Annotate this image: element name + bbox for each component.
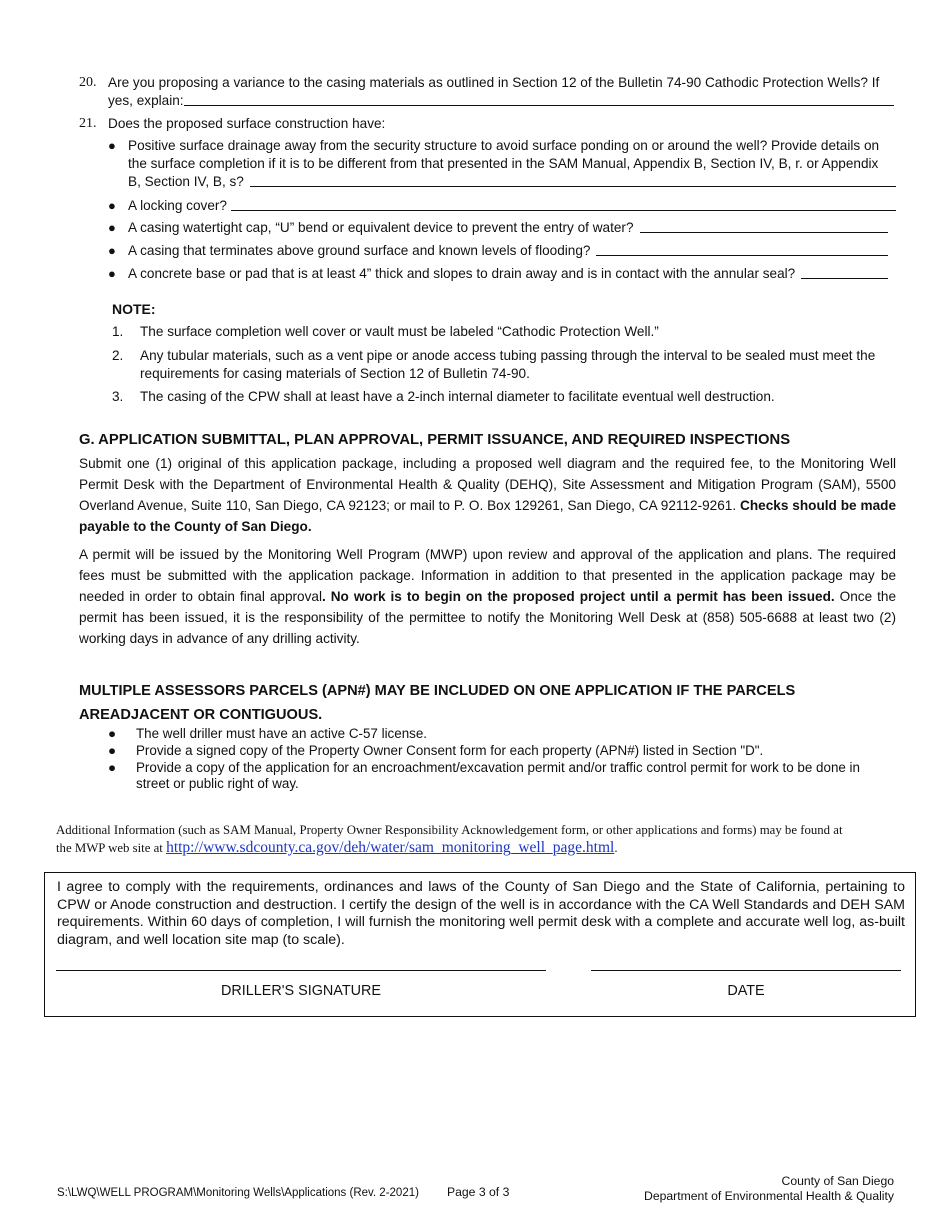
list-item	[108, 197, 896, 215]
note-text: The casing of the CPW shall at least have a 2-inch internal diameter to facilitate eventual well destruction.	[140, 389, 775, 404]
note-text: requirements for casing materials of Section 12 of Bulletin 74-90.	[140, 366, 530, 381]
list-item-text: A casing that terminates above ground surface and known levels of flooding?	[128, 243, 591, 258]
answer-field[interactable]	[801, 265, 888, 279]
question-text: Does the proposed surface construction have:	[108, 116, 386, 131]
list-item-text: Provide a signed copy of the Property Owner Consent form for each property (APN#) listed in Section "D".	[136, 743, 764, 758]
mwp-website-link[interactable]: http://www.sdcounty.ca.gov/deh/water/sam_monitoring_well_page.html	[166, 839, 615, 856]
section-g-heading: G. APPLICATION SUBMITTAL, PLAN APPROVAL, PERMIT ISSUANCE, AND REQUIRED INSPECTIONS	[79, 432, 791, 448]
bullet-icon: ●	[108, 760, 117, 775]
multiple-parcels-heading	[79, 679, 795, 727]
paragraph-text: Submit one (1) original of this application package, including a proposed well diagram and the required fee, to the Monitoring Well Permit Desk with the Department of Environmental Health & Quality (DEHQ), Site Assessment and Mitigation Program (SAM), 5500 Overland Avenue, Suite 110, San Diego, CA 92123; or mail to P. O. Box 129261, San Diego, CA 92112-9261.	[79, 456, 896, 513]
bullet-icon: ●	[108, 198, 116, 213]
question-number: 20.	[79, 75, 97, 90]
question-21	[79, 115, 894, 133]
note-item	[112, 323, 896, 341]
list-item-text: street or public right of way.	[136, 776, 299, 791]
answer-field[interactable]	[640, 219, 888, 233]
agreement-box	[44, 872, 916, 1017]
list-item-text: A locking cover?	[128, 198, 227, 213]
list-item-text: A concrete base or pad that is at least 4” thick and slopes to drain away and is in contact with the annular seal?	[128, 266, 796, 281]
file-path: S:\LWQ\WELL PROGRAM\Monitoring Wells\Applications (Rev. 2-2021)	[57, 1187, 419, 1199]
list-item-text: A casing watertight cap, “U” bend or equivalent device to prevent the entry of water?	[128, 220, 634, 235]
list-item	[108, 726, 888, 742]
checks-payable-note: Checks should be made payable to the County of San Diego.	[79, 498, 897, 534]
list-item-text: the surface completion if it is to be different from that presented in the SAM Manual, Appendix B, Section IV, B, r. or Appendix	[128, 156, 879, 171]
question-20	[79, 74, 894, 110]
no-work-warning: . No work is to begin on the proposed project until a permit has been issued.	[321, 589, 835, 604]
signature-label: DRILLER'S SIGNATURE	[220, 983, 381, 999]
organization-line: County of San Diego	[781, 1174, 894, 1188]
bullet-icon: ●	[108, 726, 117, 741]
answer-field[interactable]	[596, 242, 888, 256]
note-text: The surface completion well cover or vault must be labeled “Cathodic Protection Well.”	[140, 324, 659, 339]
list-item	[108, 760, 888, 792]
additional-text: the MWP web site at	[56, 841, 163, 855]
date-label: DATE	[727, 983, 765, 999]
bullet-icon: ●	[108, 243, 116, 258]
list-item	[108, 242, 896, 260]
bullet-icon: ●	[108, 220, 116, 235]
heading-line: MULTIPLE ASSESSORS PARCELS (APN#) MAY BE INCLUDED ON ONE APPLICATION IF THE PARCELS	[79, 683, 796, 699]
bullet-icon: ●	[108, 138, 116, 153]
agreement-text: I agree to comply with the requirements, ordinances and laws of the County of San Diego and the State of California, pertaining to CPW or Anode construction and destruction. I certify the design of the well is in accordance with the CA Well Standards and DEH SAM requirements. Within 60 days of completion, I will furnish the monitoring well permit desk with a complete and accurate well log, as-built diagram, and well location site map (to scale).	[57, 879, 905, 948]
list-item	[108, 743, 888, 759]
list-item-text: The well driller must have an active C-57 license.	[136, 726, 427, 741]
paragraph-text: Once the permit has been issued, it is the responsibility of the permittee to notify the Monitoring Well Desk at (858) 505-6688 at least two (2) working days in advance of any drilling activity.	[79, 589, 897, 646]
list-item-text: Provide a copy of the application for an encroachment/excavation permit and/or traffic control permit for work to be done in	[136, 760, 860, 775]
list-item	[108, 137, 896, 191]
answer-field[interactable]	[231, 197, 896, 211]
section-g-paragraph-2	[79, 544, 896, 649]
organization	[644, 1174, 894, 1204]
heading-line: AREADJACENT OR CONTIGUOUS.	[79, 707, 323, 723]
note-number: 1.	[112, 324, 124, 339]
answer-field[interactable]	[250, 173, 896, 187]
section-g-paragraph-1	[79, 453, 896, 537]
bullet-icon: ●	[108, 743, 117, 758]
bullet-icon: ●	[108, 266, 116, 281]
additional-text: .	[614, 841, 618, 855]
paragraph-text: A permit will be issued by the Monitoring Well Program (MWP) upon review and approval of the application and plans. The required fees must be submitted with the application package. Information in addition to that presented in the application package may be needed in order to obtain final approval	[79, 547, 896, 604]
question-number: 21.	[79, 116, 97, 131]
page-number: Page 3 of 3	[447, 1185, 510, 1199]
list-item	[108, 265, 896, 283]
note-number: 3.	[112, 389, 124, 404]
note-item	[112, 347, 896, 383]
list-item-text: B, Section IV, B, s?	[128, 174, 244, 189]
additional-text: Additional Information (such as SAM Manual, Property Owner Responsibility Acknowledgement form, or other applications and forms) may be found at	[56, 823, 843, 837]
signature-line[interactable]	[56, 970, 546, 971]
question-text: Are you proposing a variance to the casing materials as outlined in Section 12 of the Bulletin 74-90 Cathodic Protection Wells? If	[108, 75, 880, 90]
additional-information	[56, 822, 906, 857]
explain-field[interactable]	[184, 92, 894, 106]
question-text: yes, explain:	[108, 93, 184, 108]
date-line[interactable]	[591, 970, 901, 971]
organization-line: Department of Environmental Health & Quality	[644, 1189, 894, 1203]
note-text: Any tubular materials, such as a vent pipe or anode access tubing passing through the interval to be sealed must meet the	[140, 348, 876, 363]
note-number: 2.	[112, 348, 124, 363]
list-item-text: Positive surface drainage away from the security structure to avoid surface ponding on or around the well? Provide details on	[128, 138, 880, 153]
note-item	[112, 388, 896, 406]
list-item	[108, 219, 896, 237]
note-title: NOTE:	[112, 301, 156, 317]
